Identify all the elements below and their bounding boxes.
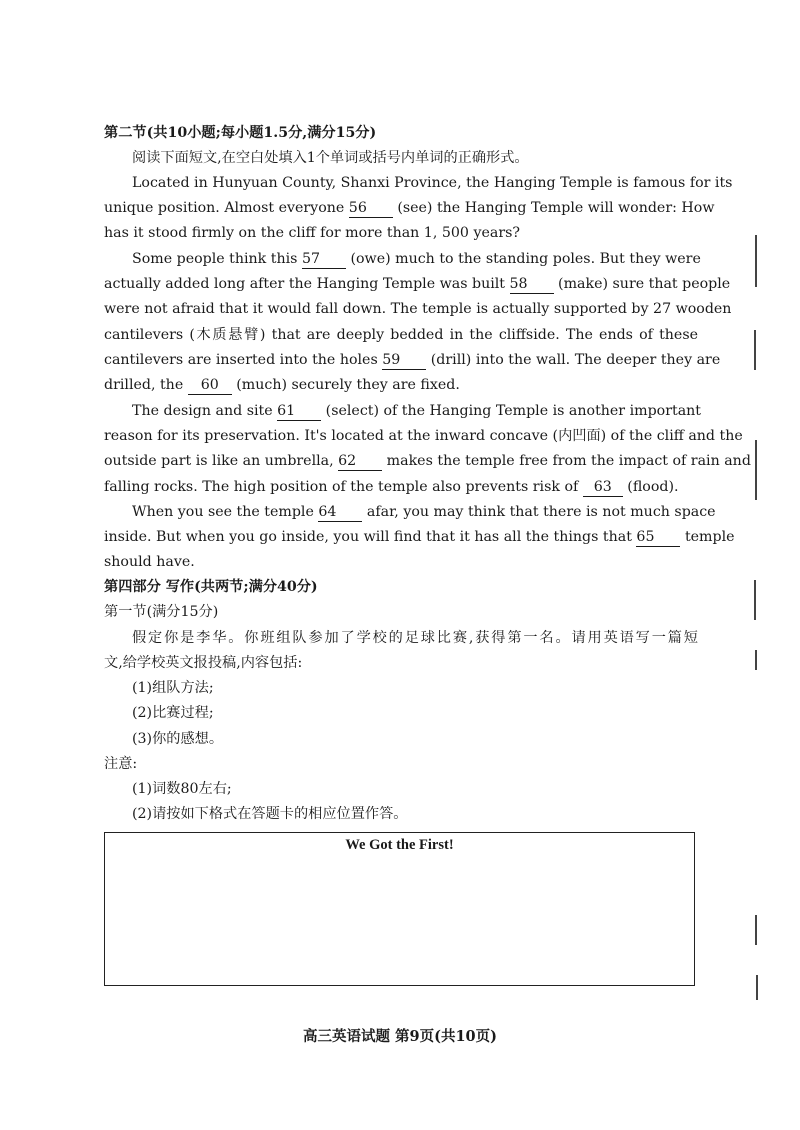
- task-item: (1)组队方法;: [132, 680, 214, 696]
- blank-62: 62: [338, 453, 382, 471]
- scan-mark: [755, 915, 757, 945]
- passage-line: inside. But when you go inside, you will find that it has all the things that 65 temple: [104, 529, 735, 545]
- section-2-heading: 第二节(共10小题;每小题1.5分,满分15分): [104, 125, 377, 141]
- passage-line: cantilevers are inserted into the holes 59 (drill) into the wall. The deeper they are: [104, 352, 721, 368]
- blank-65: 65: [636, 529, 680, 547]
- blank-61: 61: [277, 403, 321, 421]
- note-item: (2)请按如下格式在答题卡的相应位置作答。: [132, 806, 408, 822]
- passage-line: falling rocks. The high position of the temple also prevents risk of 63 (flood).: [104, 479, 679, 495]
- passage-line: drilled, the 60 (much) securely they are fixed.: [104, 377, 460, 393]
- scan-mark: [754, 580, 756, 620]
- task-item: (2)比赛过程;: [132, 705, 214, 721]
- scan-mark: [756, 975, 758, 1000]
- passage-line: should have.: [104, 554, 195, 570]
- scan-mark: [755, 650, 757, 670]
- task-description: 假定你是李华。你班组队参加了学校的足球比赛,获得第一名。请用英语写一篇短: [132, 630, 698, 646]
- passage-line: unique position. Almost everyone 56 (see) the Hanging Temple will wonder: How: [104, 200, 715, 216]
- page-footer: 高三英语试题 第9页(共10页): [302, 1028, 498, 1045]
- passage-line: Some people think this 57 (owe) much to the standing poles. But they were: [132, 251, 701, 267]
- essay-answer-box: [104, 832, 695, 986]
- note-item: (1)词数80左右;: [132, 781, 232, 797]
- section-2-instruction: 阅读下面短文,在空白处填入1个单词或括号内单词的正确形式。: [132, 150, 529, 166]
- blank-64: 64: [318, 504, 362, 522]
- blank-60: 60: [188, 377, 232, 395]
- passage-line: were not afraid that it would fall down. The temple is actually supported by 27 wooden: [104, 301, 732, 317]
- scan-mark: [755, 440, 757, 500]
- part-4-subheading: 第一节(满分15分): [104, 604, 219, 620]
- essay-title: We Got the First!: [345, 837, 454, 853]
- blank-59: 59: [382, 352, 426, 370]
- task-description: 文,给学校英文报投稿,内容包括:: [104, 655, 303, 671]
- scan-mark: [754, 330, 756, 370]
- passage-line: When you see the temple 64 afar, you may think that there is not much space: [132, 504, 716, 520]
- blank-57: 57: [302, 251, 346, 269]
- blank-58: 58: [510, 276, 554, 294]
- part-4-heading: 第四部分 写作(共两节;满分40分): [104, 579, 318, 595]
- scan-mark: [755, 235, 757, 287]
- note-label: 注意:: [104, 756, 138, 772]
- passage-line: The design and site 61 (select) of the Hanging Temple is another important: [132, 403, 701, 419]
- passage-line: cantilevers (木质悬臂) that are deeply bedded in the cliffside. The ends of these: [104, 327, 698, 343]
- passage-line: has it stood firmly on the cliff for more than 1, 500 years?: [104, 225, 520, 241]
- blank-56: 56: [349, 200, 393, 218]
- task-item: (3)你的感想。: [132, 731, 224, 747]
- passage-line: outside part is like an umbrella, 62 makes the temple free from the impact of rain and: [104, 453, 751, 469]
- passage-line: reason for its preservation. It's located at the inward concave (内凹面) of the cliff and the: [104, 428, 743, 444]
- blank-63: 63: [583, 479, 623, 497]
- passage-line: Located in Hunyuan County, Shanxi Province, the Hanging Temple is famous for its: [132, 175, 733, 191]
- passage-line: actually added long after the Hanging Temple was built 58 (make) sure that people: [104, 276, 731, 292]
